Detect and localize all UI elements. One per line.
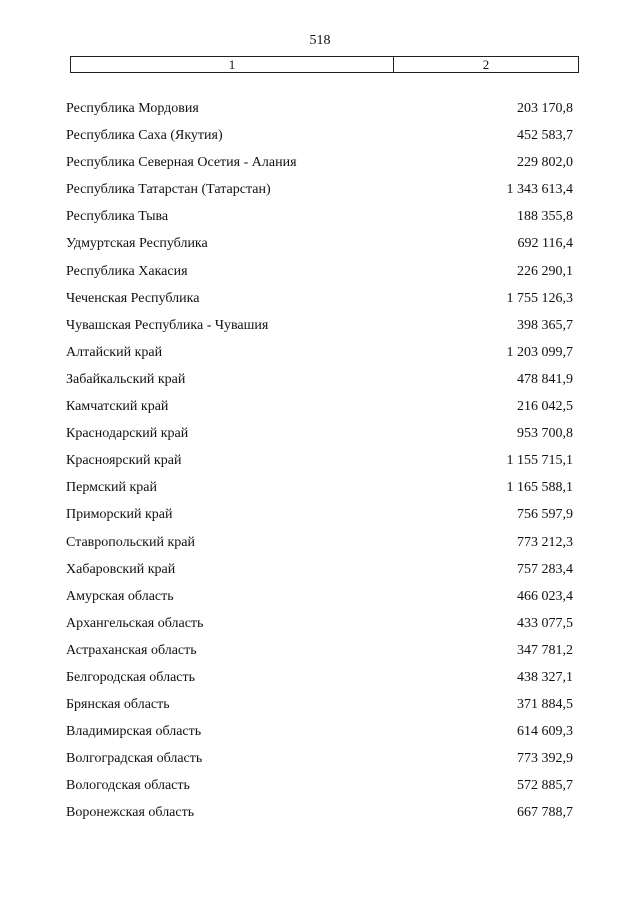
region-name: Республика Мордовия	[66, 101, 199, 116]
region-value: 773 392,9	[517, 751, 573, 767]
region-name: Чувашская Республика - Чувашия	[66, 317, 269, 333]
region-value: 226 290,1	[517, 263, 573, 279]
region-name: Ставропольский край	[66, 534, 195, 550]
region-value: 433 077,5	[517, 615, 573, 631]
page-number: 518	[309, 33, 331, 48]
table-row	[0, 122, 640, 149]
region-value: 216 042,5	[517, 399, 573, 415]
table-row	[0, 745, 640, 772]
region-name: Амурская область	[66, 588, 174, 604]
region-value: 229 802,0	[517, 155, 573, 171]
region-value: 203 170,8	[517, 101, 573, 116]
region-value: 452 583,7	[517, 128, 573, 144]
region-value: 1 343 613,4	[506, 182, 573, 198]
column-header-1: 1	[71, 57, 394, 72]
table-row	[0, 501, 640, 528]
region-name: Забайкальский край	[66, 371, 186, 387]
region-value: 347 781,2	[517, 642, 573, 658]
region-value: 466 023,4	[517, 588, 573, 604]
region-name: Камчатский край	[66, 399, 169, 415]
table-row	[0, 312, 640, 339]
table-row	[0, 366, 640, 393]
region-name: Красноярский край	[66, 453, 182, 469]
region-name: Волгоградская область	[66, 751, 203, 767]
table-row	[0, 447, 640, 474]
region-value: 398 365,7	[517, 317, 573, 333]
region-value: 1 203 099,7	[506, 344, 573, 360]
region-name: Белгородская область	[66, 669, 196, 685]
region-name: Владимирская область	[66, 724, 202, 740]
table-row	[0, 339, 640, 366]
column-header-2: 2	[482, 57, 490, 72]
table-row	[0, 772, 640, 799]
table-row	[0, 230, 640, 257]
table-row	[0, 285, 640, 312]
table-row	[0, 420, 640, 447]
region-value: 614 609,3	[517, 724, 573, 740]
region-table	[0, 95, 640, 827]
region-name: Республика Хакасия	[66, 263, 188, 279]
table-row	[0, 474, 640, 501]
region-value: 756 597,9	[517, 507, 573, 523]
region-name: Чеченская Республика	[66, 290, 200, 306]
region-name: Алтайский край	[66, 344, 163, 360]
region-value: 953 700,8	[517, 426, 573, 442]
region-value: 572 885,7	[517, 778, 573, 794]
table-row	[0, 176, 640, 203]
table-row	[0, 95, 640, 122]
table-row	[0, 637, 640, 664]
table-row	[0, 393, 640, 420]
region-name: Архангельская область	[66, 615, 204, 631]
region-name: Воронежская область	[66, 805, 195, 821]
region-name: Астраханская область	[66, 642, 197, 658]
region-name: Республика Тыва	[66, 209, 169, 225]
region-value: 667 788,7	[517, 805, 573, 821]
table-row	[0, 203, 640, 230]
region-value: 188 355,8	[517, 209, 573, 225]
region-value: 692 116,4	[517, 236, 573, 252]
region-value: 371 884,5	[517, 697, 573, 713]
region-value: 1 155 715,1	[506, 453, 573, 469]
region-name: Краснодарский край	[66, 426, 189, 442]
table-row	[0, 529, 640, 556]
region-name: Брянская область	[66, 697, 170, 713]
region-value: 438 327,1	[517, 669, 573, 685]
table-row	[0, 664, 640, 691]
column-header-row	[70, 56, 579, 73]
region-value: 1 165 588,1	[506, 480, 573, 496]
table-row	[0, 258, 640, 285]
region-name: Республика Северная Осетия - Алания	[66, 155, 297, 171]
table-row	[0, 691, 640, 718]
table-row	[0, 610, 640, 637]
region-value: 478 841,9	[517, 371, 573, 387]
region-name: Республика Саха (Якутия)	[66, 128, 223, 144]
region-name: Вологодская область	[66, 778, 190, 794]
table-row	[0, 556, 640, 583]
table-row	[0, 583, 640, 610]
region-value: 773 212,3	[517, 534, 573, 550]
table-row	[0, 149, 640, 176]
region-name: Удмуртская Республика	[66, 236, 208, 252]
region-name: Хабаровский край	[66, 561, 176, 577]
region-name: Приморский край	[66, 507, 173, 523]
table-row	[0, 718, 640, 745]
region-value: 757 283,4	[517, 561, 573, 577]
region-name: Республика Татарстан (Татарстан)	[66, 182, 271, 198]
table-row	[0, 799, 640, 826]
region-name: Пермский край	[66, 480, 157, 496]
region-value: 1 755 126,3	[506, 290, 573, 306]
